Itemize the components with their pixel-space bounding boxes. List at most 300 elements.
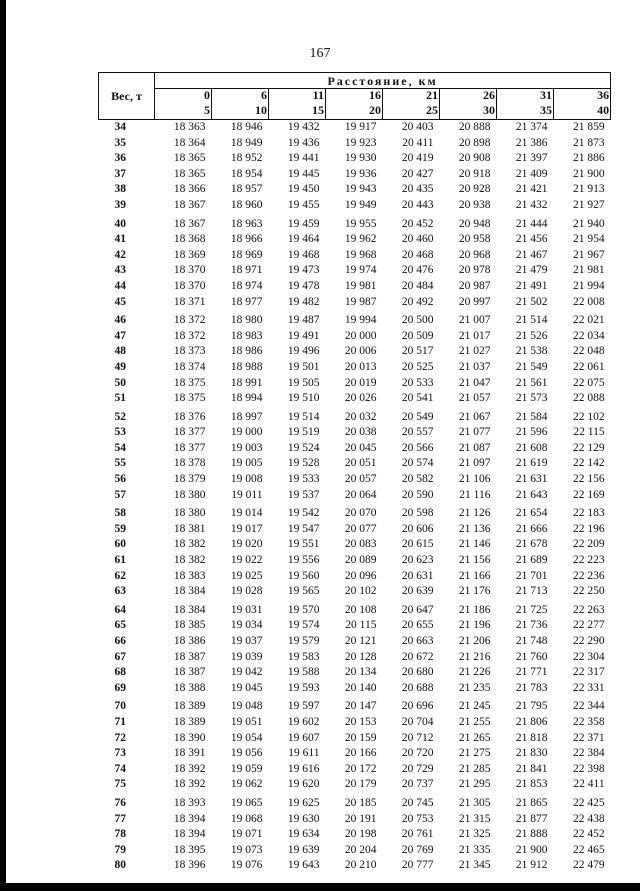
- range-to: 25: [426, 103, 438, 117]
- weight-cell: 44: [114, 279, 126, 292]
- rate-cell: 19 602: [287, 715, 320, 728]
- rate-cell: 18 378: [173, 457, 206, 470]
- rate-cell: 18 382: [173, 554, 206, 567]
- rate-cell: 21 479: [515, 264, 548, 277]
- rate-cell: 21 859: [572, 121, 605, 133]
- rate-cell: 20 185: [344, 796, 377, 809]
- rate-cell: 20 663: [401, 635, 434, 647]
- rate-cell: 20 948: [458, 217, 491, 230]
- rate-cell: 18 966: [230, 233, 263, 246]
- rate-cell: 22 142: [572, 457, 605, 470]
- rate-cell: 18 946: [230, 121, 263, 133]
- table-row: [99, 120, 611, 136]
- rate-cell: 21 226: [458, 666, 491, 679]
- rate-cell: 20 013: [344, 360, 377, 373]
- rate-cell: 21 954: [572, 233, 605, 246]
- rate-cell: 19 048: [230, 700, 263, 713]
- weight-cell: 55: [114, 457, 126, 470]
- rate-cell: 21 077: [458, 426, 491, 439]
- rate-cell: 21 275: [458, 747, 491, 760]
- rate-cell: 21 186: [458, 603, 491, 616]
- rate-cell: 18 375: [173, 392, 206, 405]
- table-row: [99, 553, 611, 569]
- table-row: [99, 777, 611, 793]
- rate-cell: 19 574: [287, 619, 320, 632]
- weight-cell: 62: [114, 569, 126, 582]
- rate-cell: 21 608: [515, 441, 548, 454]
- weight-cell: 67: [114, 650, 126, 663]
- table-row: [99, 151, 611, 167]
- rate-cell: 22 088: [572, 392, 605, 405]
- rate-cell: 20 769: [401, 843, 434, 856]
- range-from: 16: [369, 88, 381, 102]
- rate-cell: 18 367: [173, 217, 206, 230]
- rate-cell: 21 345: [458, 859, 491, 872]
- rate-cell: 19 017: [230, 522, 263, 535]
- weight-cell: 73: [114, 747, 126, 760]
- rate-cell: 20 492: [401, 295, 434, 308]
- rate-cell: 20 533: [401, 376, 434, 389]
- rate-cell: 18 387: [173, 650, 206, 663]
- rate-cell: 18 957: [230, 183, 263, 196]
- rate-cell: 19 560: [287, 569, 320, 582]
- scan-bottom-edge: [0, 883, 640, 891]
- rate-cell: 21 295: [458, 778, 491, 791]
- rate-cell: 20 729: [401, 762, 434, 775]
- table-row: [99, 295, 611, 311]
- weight-cell: 79: [114, 843, 126, 856]
- rate-cell: 18 969: [230, 248, 263, 261]
- rate-cell: 20 606: [401, 522, 434, 535]
- rate-cell: 21 156: [458, 554, 491, 567]
- rate-cell: 19 022: [230, 554, 263, 567]
- rate-cell: 20 070: [344, 507, 377, 520]
- rate-cell: 18 380: [173, 507, 206, 520]
- rate-cell: 22 156: [572, 473, 605, 486]
- weight-cell: 68: [114, 666, 126, 679]
- rate-cell: 20 590: [401, 488, 434, 501]
- rate-cell: 21 888: [515, 828, 548, 841]
- rate-cell: 21 643: [515, 488, 548, 501]
- rate-cell: 20 443: [401, 198, 434, 211]
- rate-cell: 20 958: [458, 233, 491, 246]
- weight-cell: 41: [114, 233, 126, 246]
- rate-cell: 21 325: [458, 828, 491, 841]
- rate-cell: 21 265: [458, 731, 491, 744]
- rate-cell: 20 582: [401, 473, 434, 486]
- table-row: [99, 503, 611, 522]
- rate-cell: 22 102: [572, 410, 605, 423]
- rate-cell: 22 452: [572, 828, 605, 841]
- rate-cell: 20 128: [344, 650, 377, 663]
- weight-cell: 51: [114, 392, 126, 405]
- rate-cell: 21 900: [572, 167, 605, 180]
- range-from: 11: [312, 88, 324, 102]
- rate-cell: 20 541: [401, 392, 434, 405]
- rate-cell: 18 373: [173, 345, 206, 358]
- table-row: [99, 136, 611, 152]
- rate-cell: 18 392: [173, 762, 206, 775]
- rate-cell: 18 383: [173, 569, 206, 582]
- rate-cell: 19 537: [287, 488, 320, 501]
- rate-cell: 21 502: [515, 295, 548, 308]
- rate-cell: 21 596: [515, 426, 548, 439]
- rate-cell: 19 482: [287, 295, 320, 308]
- weight-cell: 52: [114, 410, 126, 423]
- weight-cell: 76: [114, 796, 126, 809]
- rate-cell: 20 557: [401, 426, 434, 439]
- rate-cell: 21 116: [459, 488, 491, 501]
- rate-cell: 22 169: [572, 488, 605, 501]
- rate-cell: 18 372: [173, 329, 206, 342]
- rate-cell: 21 335: [458, 843, 491, 856]
- rate-cell: 22 008: [572, 295, 605, 308]
- rate-cell: 21 748: [515, 635, 548, 647]
- rate-cell: 20 623: [401, 554, 434, 567]
- rate-cell: 18 365: [173, 167, 206, 180]
- rate-cell: 20 198: [344, 828, 377, 841]
- rate-cell: 21 853: [515, 778, 548, 791]
- rate-cell: 21 047: [458, 376, 491, 389]
- rate-cell: 20 476: [401, 264, 434, 277]
- weight-cell: 50: [114, 376, 126, 389]
- rate-cell: 19 981: [344, 279, 377, 292]
- rate-cell: 20 096: [344, 569, 377, 582]
- rate-cell: 21 877: [515, 812, 548, 825]
- rate-cell: 20 134: [344, 666, 377, 679]
- rate-cell: 20 987: [458, 279, 491, 292]
- rate-cell: 21 927: [572, 198, 605, 211]
- rate-cell: 21 146: [458, 538, 491, 551]
- rate-cell: 19 056: [230, 747, 263, 760]
- weight-cell: 65: [114, 619, 126, 632]
- rate-cell: 21 912: [515, 859, 548, 872]
- rate-cell: 21 713: [515, 585, 548, 598]
- rate-cell: 21 940: [572, 217, 605, 230]
- table-row: [99, 407, 611, 426]
- weight-cell: 70: [114, 700, 126, 713]
- rate-cell: 21 166: [458, 569, 491, 582]
- weight-cell: 43: [114, 264, 126, 277]
- rate-cell: 20 720: [401, 747, 434, 760]
- rate-cell: 22 290: [572, 635, 605, 647]
- rate-cell: 19 519: [287, 426, 320, 439]
- rate-cell: 19 014: [230, 507, 263, 520]
- rate-cell: 19 994: [344, 314, 377, 327]
- rate-cell: 20 688: [401, 681, 434, 694]
- rate-cell: 19 547: [287, 522, 320, 535]
- rate-cell: 18 370: [173, 279, 206, 292]
- range-from: 6: [261, 88, 267, 102]
- rate-cell: 19 432: [287, 121, 320, 133]
- rate-cell: 21 678: [515, 538, 548, 551]
- rate-cell: 21 619: [515, 457, 548, 470]
- rate-cell: 20 888: [458, 121, 491, 133]
- rate-cell: 21 526: [515, 329, 548, 342]
- rate-cell: 18 949: [230, 136, 263, 149]
- rate-cell: 18 368: [173, 233, 206, 246]
- rate-cell: 22 250: [572, 585, 605, 598]
- rate-cell: 19 445: [287, 167, 320, 180]
- rate-cell: 20 574: [401, 457, 434, 470]
- weight-cell: 80: [114, 859, 126, 872]
- rate-table: [98, 72, 611, 874]
- rate-cell: 20 938: [458, 198, 491, 211]
- rate-cell: 19 620: [287, 778, 320, 791]
- rate-cell: 21 689: [515, 554, 548, 567]
- rate-cell: 19 968: [344, 248, 377, 261]
- rate-cell: 21 126: [458, 507, 491, 520]
- rate-cell: 18 371: [173, 295, 206, 308]
- rate-cell: 18 384: [173, 585, 206, 598]
- rate-cell: 18 363: [173, 121, 206, 133]
- rate-cell: 20 179: [344, 778, 377, 791]
- table-row: [99, 827, 611, 843]
- rate-cell: 20 898: [458, 136, 491, 149]
- table-row: [99, 263, 611, 279]
- rate-cell: 21 900: [515, 843, 548, 856]
- rate-cell: 21 027: [458, 345, 491, 358]
- rate-cell: 18 380: [173, 488, 206, 501]
- weight-cell: 45: [114, 295, 126, 308]
- rate-cell: 20 704: [401, 715, 434, 728]
- rate-cell: 22 425: [572, 796, 605, 809]
- rate-cell: 21 017: [458, 329, 491, 342]
- distance-range-row: [99, 89, 611, 120]
- table-row: [99, 537, 611, 553]
- rate-cell: 18 991: [230, 376, 263, 389]
- rate-cell: 18 387: [173, 666, 206, 679]
- rate-cell: 19 551: [287, 538, 320, 551]
- table-row: [99, 600, 611, 619]
- rate-cell: 19 005: [230, 457, 263, 470]
- rate-cell: 20 419: [401, 152, 434, 165]
- rate-cell: 21 216: [458, 650, 491, 663]
- rate-cell: 18 365: [173, 152, 206, 165]
- rate-cell: 22 021: [572, 314, 605, 327]
- rate-cell: 20 166: [344, 747, 377, 760]
- rate-cell: 20 019: [344, 376, 377, 389]
- rate-cell: 19 597: [287, 700, 320, 713]
- rate-cell: 22 317: [572, 666, 605, 679]
- rate-cell: 21 886: [572, 152, 605, 165]
- rate-cell: 22 129: [572, 441, 605, 454]
- rate-cell: 21 771: [515, 666, 548, 679]
- rate-cell: 21 409: [515, 167, 548, 180]
- rate-cell: 20 210: [344, 859, 377, 872]
- rate-cell: 19 565: [287, 585, 320, 598]
- rate-cell: 20 761: [401, 828, 434, 841]
- rate-cell: 20 403: [401, 121, 434, 133]
- rate-cell: 21 830: [515, 747, 548, 760]
- rate-cell: 22 183: [572, 507, 605, 520]
- weight-cell: 49: [114, 360, 126, 373]
- rate-cell: 22 344: [572, 700, 605, 713]
- rate-cell: 21 397: [515, 152, 548, 165]
- rate-cell: 20 153: [344, 715, 377, 728]
- rate-cell: 19 031: [230, 603, 263, 616]
- weight-cell: 75: [114, 778, 126, 791]
- rate-cell: 20 000: [344, 329, 377, 342]
- rate-cell: 18 370: [173, 264, 206, 277]
- rate-cell: 22 304: [572, 650, 605, 663]
- rate-cell: 18 372: [173, 314, 206, 327]
- rate-cell: 20 968: [458, 248, 491, 261]
- rate-cell: 18 393: [173, 796, 206, 809]
- rate-cell: 21 196: [458, 619, 491, 632]
- rate-table-container: [98, 72, 610, 874]
- rate-cell: 21 285: [458, 762, 491, 775]
- table-row: [99, 634, 611, 650]
- scan-left-edge: [0, 0, 6, 891]
- rate-cell: 18 974: [230, 279, 263, 292]
- rate-cell: 21 967: [572, 248, 605, 261]
- rate-cell: 19 487: [287, 314, 320, 327]
- range-to: 40: [597, 103, 610, 117]
- rate-cell: 20 045: [344, 441, 377, 454]
- rate-cell: 22 277: [572, 619, 605, 632]
- rate-cell: 20 598: [401, 507, 434, 520]
- weight-cell: 71: [114, 715, 126, 728]
- rate-cell: 18 389: [173, 715, 206, 728]
- weight-cell: 54: [114, 441, 126, 454]
- rate-cell: 22 075: [572, 376, 605, 389]
- rate-cell: 19 450: [287, 183, 320, 196]
- weight-cell: 58: [114, 507, 126, 520]
- rate-cell: 20 411: [402, 136, 434, 149]
- rate-cell: 19 068: [230, 812, 263, 825]
- rate-cell: 21 255: [458, 715, 491, 728]
- rate-cell: 22 331: [572, 681, 605, 694]
- rate-cell: 20 083: [344, 538, 377, 551]
- rate-cell: 21 549: [515, 360, 548, 373]
- rate-cell: 20 089: [344, 554, 377, 567]
- range-from: 36: [597, 88, 610, 102]
- rate-cell: 21 491: [515, 279, 548, 292]
- rate-cell: 20 006: [344, 345, 377, 358]
- rate-cell: 22 209: [572, 538, 605, 551]
- rate-cell: 21 514: [515, 314, 548, 327]
- rate-cell: 22 384: [572, 747, 605, 760]
- range-to: 15: [312, 103, 324, 117]
- rate-cell: 21 087: [458, 441, 491, 454]
- rate-cell: 21 913: [572, 183, 605, 196]
- rate-cell: 19 949: [344, 198, 377, 211]
- range-to: 30: [483, 103, 495, 117]
- rate-cell: 19 533: [287, 473, 320, 486]
- table-row: [99, 522, 611, 538]
- rate-cell: 18 374: [173, 360, 206, 373]
- rate-cell: 18 385: [173, 619, 206, 632]
- rate-cell: 20 108: [344, 603, 377, 616]
- rate-cell: 18 971: [230, 264, 263, 277]
- rate-cell: 18 394: [173, 828, 206, 841]
- weight-cell: 39: [114, 198, 126, 211]
- weight-cell: 36: [114, 152, 126, 165]
- weight-cell: 78: [114, 828, 126, 841]
- rate-cell: 20 147: [344, 700, 377, 713]
- rate-cell: 20 777: [401, 859, 434, 872]
- table-row: [99, 167, 611, 183]
- rate-cell: 22 438: [572, 812, 605, 825]
- distance-range-header: [554, 89, 611, 120]
- rate-cell: 20 978: [458, 264, 491, 277]
- rate-cell: 20 647: [401, 603, 434, 616]
- weight-cell: 63: [114, 585, 126, 598]
- rate-cell: 19 020: [230, 538, 263, 551]
- rate-cell: 21 386: [515, 136, 548, 149]
- weight-column-header: Вес, т: [99, 73, 155, 120]
- rate-cell: 20 680: [401, 666, 434, 679]
- weight-cell: 38: [114, 183, 126, 196]
- table-row: [99, 456, 611, 472]
- weight-cell: 47: [114, 329, 126, 342]
- rate-cell: 19 496: [287, 345, 320, 358]
- rate-cell: 21 573: [515, 392, 548, 405]
- weight-cell: 61: [114, 554, 126, 567]
- rate-cell: 20 484: [401, 279, 434, 292]
- distance-range-header: [212, 89, 269, 120]
- weight-cell: 35: [114, 136, 126, 149]
- weight-cell: 40: [114, 217, 126, 230]
- rate-cell: 20 460: [401, 233, 434, 246]
- rate-cell: 21 561: [515, 376, 548, 389]
- rate-cell: 20 468: [401, 248, 434, 261]
- table-row: [99, 441, 611, 457]
- rate-cell: 19 000: [230, 426, 263, 439]
- rate-cell: 18 997: [230, 410, 263, 423]
- rate-cell: 21 037: [458, 360, 491, 373]
- rate-cell: 19 917: [344, 121, 377, 133]
- rate-cell: 22 061: [572, 360, 605, 373]
- rate-cell: 19 473: [287, 264, 320, 277]
- rate-cell: 19 607: [287, 731, 320, 744]
- rate-cell: 22 371: [572, 731, 605, 744]
- weight-cell: 53: [114, 426, 126, 439]
- rate-cell: 21 818: [515, 731, 548, 744]
- rate-cell: 18 381: [173, 522, 206, 535]
- rate-cell: 19 436: [287, 136, 320, 149]
- rate-cell: 19 588: [287, 666, 320, 679]
- rate-cell: 19 034: [230, 619, 263, 632]
- rate-cell: 19 054: [230, 731, 263, 744]
- rate-cell: 19 510: [287, 392, 320, 405]
- rate-cell: 18 377: [173, 426, 206, 439]
- table-row: [99, 248, 611, 264]
- rate-cell: 19 025: [230, 569, 263, 582]
- rate-cell: 21 795: [515, 700, 548, 713]
- rate-cell: 21 631: [515, 473, 548, 486]
- rate-cell: 20 745: [401, 796, 434, 809]
- table-row: [99, 762, 611, 778]
- rate-cell: 20 038: [344, 426, 377, 439]
- table-row: [99, 715, 611, 731]
- table-body: [99, 120, 611, 874]
- rate-cell: 18 376: [173, 410, 206, 423]
- rate-cell: 21 444: [515, 217, 548, 230]
- rate-cell: 21 315: [458, 812, 491, 825]
- rate-cell: 21 136: [458, 522, 491, 535]
- rate-cell: 18 390: [173, 731, 206, 744]
- table-row: [99, 344, 611, 360]
- rate-cell: 18 388: [173, 681, 206, 694]
- rate-cell: 19 059: [230, 762, 263, 775]
- weight-cell: 66: [114, 635, 126, 647]
- weight-cell: 77: [114, 812, 126, 825]
- table-row: [99, 681, 611, 697]
- rate-cell: 18 986: [230, 345, 263, 358]
- rate-cell: 18 980: [230, 314, 263, 327]
